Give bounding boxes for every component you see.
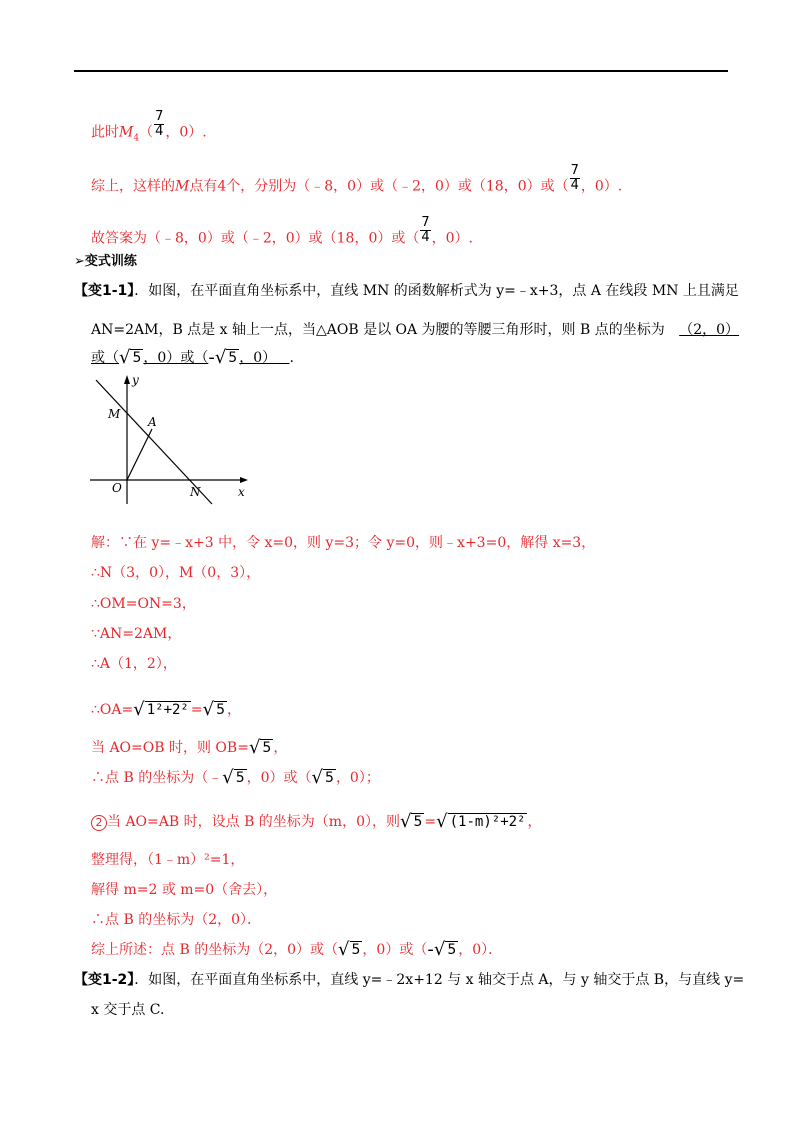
solution-line-2: ∴N（3，0），M（0，3）， [91,565,261,581]
text: 点有4个，分别为（﹣8，0）或（﹣2，0）或（18，0）或（ [189,178,569,195]
denominator: 4 [421,230,430,245]
q1-line3 [91,348,294,368]
radicand: 1²+2² [146,702,189,718]
solution-line-10: 整理得，（1﹣m）²=1， [91,852,245,868]
sqrt-expr: -√ 5 [427,939,457,960]
q1-line2 [91,320,739,340]
radicand: 5 [216,702,226,718]
text: ，0）； [335,770,380,786]
text: ， [527,814,542,830]
line-summary [91,163,623,201]
answer-text: （2，0） [679,322,740,338]
coordinate-graph [90,372,260,512]
text: M [119,124,134,141]
q2-line2: x 交于点 C. [91,1002,165,1018]
solution-line-13 [91,940,502,960]
sqrt-expr: √ 5 [119,347,142,368]
denominator: 4 [570,178,579,193]
text: ．如图，在平面直角坐标系中，直线 y=﹣2x+12 与 x 轴交于点 A，与 y 轴交于点 B，与直线 y= [134,972,745,988]
solution-line-5: ∴A（1，2）， [91,656,177,672]
solution-line-7 [91,738,287,758]
text: M [175,178,190,195]
text: 或（ [91,350,119,366]
sqrt-expr: √ (1-m)²+2² [436,811,526,832]
text: ，0）． [458,942,503,958]
question-tag: 【变1-1】 [74,283,135,299]
text: 综上所述：点 B 的坐标为（2，0）或（ [91,942,339,958]
text: ．如图，在平面直角坐标系中，直线 MN 的函数解析式为 y=﹣x+3，点 A 在线段 MN 上且满足 [134,283,739,299]
sqrt-expr: √ 5 [222,767,245,788]
sqrt-expr: √ 5 [248,737,272,758]
text: 当 AO=AB 时，设点 B 的坐标为（m，0），则 [107,814,400,830]
text: 故答案为（﹣8，0）或（﹣2，0）或（18，0）或（ [91,230,420,247]
sqrt-expr: √ 1²+2² [133,699,189,720]
text: ∴OA= [91,702,134,718]
text: ，0）. [431,230,473,247]
radicand: 5 [262,740,272,756]
radicand: 5 [413,814,423,830]
label-m: M [108,407,121,421]
question-tag: 【变1-2】 [74,972,135,988]
fraction [154,110,164,139]
solution-line-6 [91,700,241,720]
fraction [420,216,430,245]
text: ，0）. [165,124,207,141]
solution-line-8 [91,768,380,788]
header-rule [74,70,728,72]
q2-line1 [74,970,744,990]
text: . [289,350,294,366]
text: ，0）或（ [246,770,312,786]
y-axis-arrow [124,375,130,384]
numerator: 7 [155,109,164,124]
fraction [570,164,580,193]
radicand: 5 [132,350,142,366]
segment-oa [127,429,152,480]
solution-line-12: ∴点 B 的坐标为（2，0）． [91,912,262,928]
sqrt-expr: √ 5 [400,811,423,832]
circled-number: 2 [91,815,107,831]
text: （ [139,124,154,141]
sqrt-expr: √ 5 [311,767,334,788]
radicand: 5 [351,942,361,958]
solution-line-9 [91,812,541,832]
radicand: 5 [228,350,238,366]
radicand: 5 [235,770,245,786]
text: 4 [133,133,140,144]
text: AN=2AM，B 点是 x 轴上一点，当△AOB 是以 OA 为腰的等腰三角形时，则 B 点的坐标为 [91,322,665,338]
section-title: ➢变式训练 [74,254,137,269]
text: 此时 [91,124,119,141]
solution-line-11: 解得 m=2 或 m=0（舍去）， [91,882,278,898]
text: = [190,702,203,718]
sqrt-expr: √ 5 [338,939,361,960]
text: ∴点 B 的坐标为（﹣ [91,770,223,786]
label-x: x [238,485,245,499]
q1-line1 [74,281,739,301]
text: ，0） [239,350,277,366]
numerator: 7 [421,215,430,230]
denominator: 4 [155,124,164,139]
label-n: N [190,485,201,499]
text: ，0）或（ [143,350,209,366]
line-m4 [91,109,207,148]
sqrt-expr: √ 5 [202,699,226,720]
sqrt-expr: -√ 5 [208,347,238,368]
solution-line-3: ∴OM=ON=3， [91,596,196,612]
radicand: 5 [447,942,457,958]
label-o: O [112,481,122,495]
text: 当 AO=OB 时，则 OB= [91,740,249,756]
text: ， [273,740,288,756]
text: ，0）或（ [362,942,428,958]
answer-blank [91,347,290,368]
radicand: 5 [325,770,334,786]
solution-line-4: ∵AN=2AM， [91,626,182,642]
label-y: y [132,373,139,387]
text: = [424,814,437,830]
label-a: A [148,415,157,429]
solution-line-1: 解：∵在 y=﹣x+3 中，令 x=0，则 y=3；令 y=0，则﹣x+3=0，解得 x=3， [91,535,596,551]
line-answer [91,215,473,253]
text: ， [227,702,242,718]
numerator: 7 [570,163,579,178]
text: 综上，这样的 [91,178,175,195]
radicand: (1-m)²+2² [449,814,526,830]
x-axis-arrow [240,477,248,483]
text: ，0）. [580,178,623,195]
